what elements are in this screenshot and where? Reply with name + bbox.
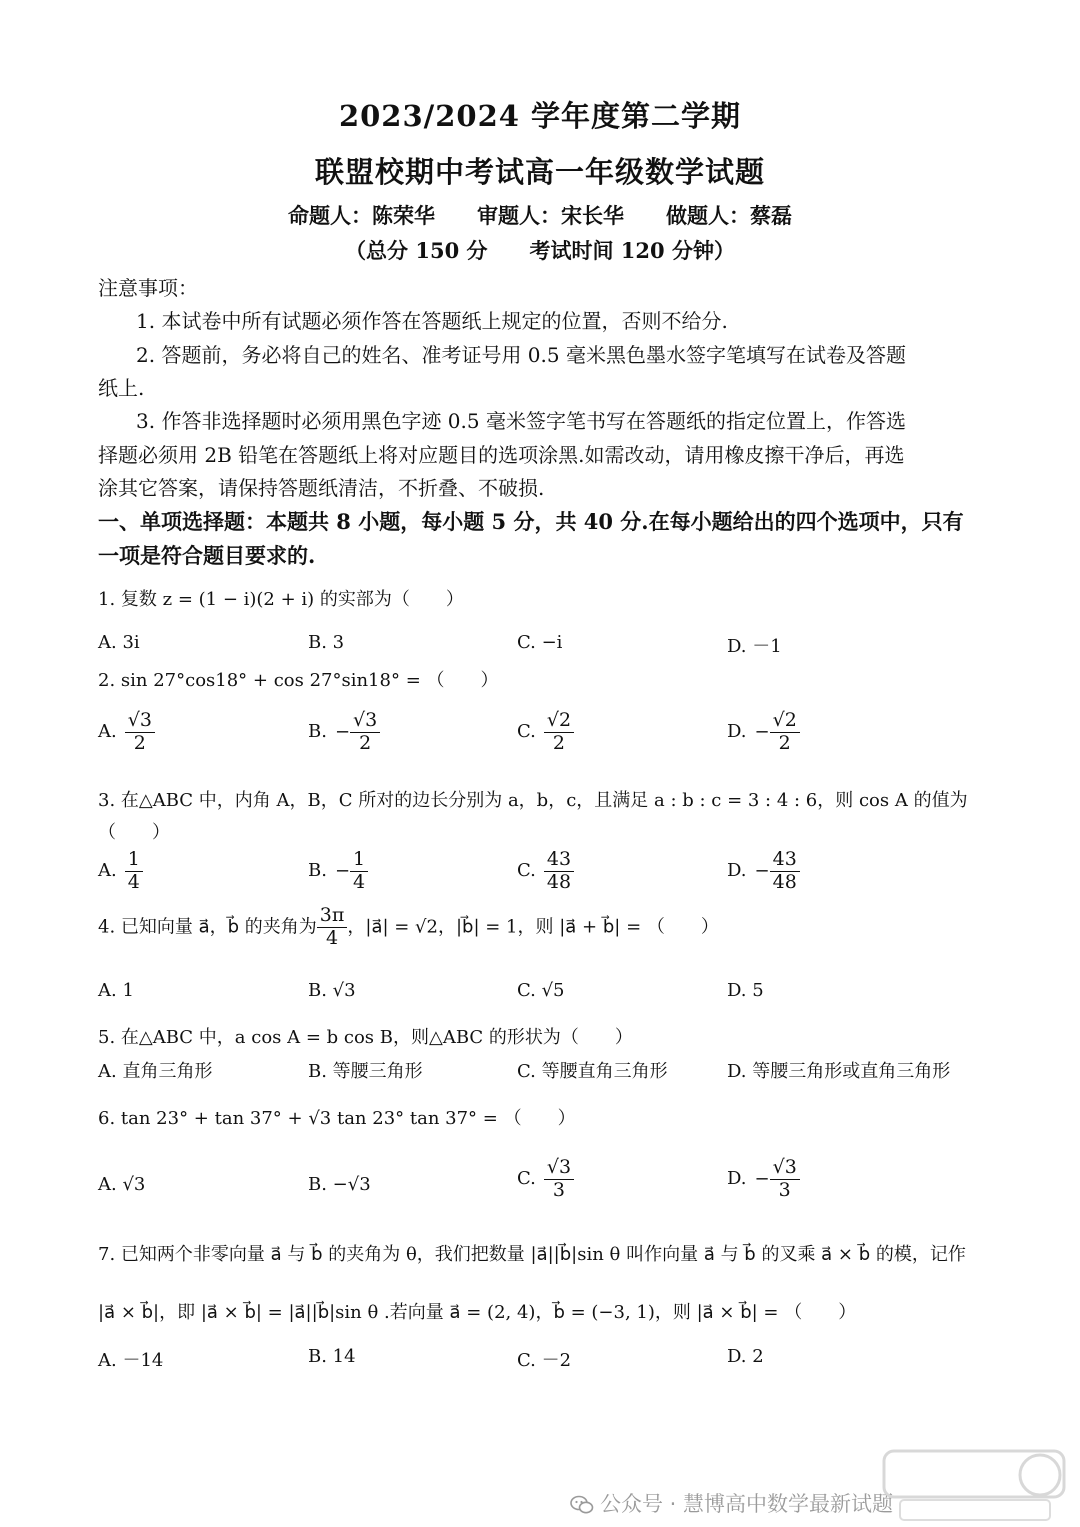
exam-authors: 命题人：陈荣华 审题人：宋长华 做题人：蔡磊 [288, 203, 792, 228]
watermark-text: 公众号 · 慧博高中数学最新试题 [600, 1492, 894, 1516]
q5-option-c: C. 等腰直角三角形 [517, 1061, 668, 1082]
q4-option-c: C. √5 [517, 980, 565, 1001]
q6-option-c-numerator: √3 [544, 1157, 574, 1180]
q3-option-a-denominator: 4 [127, 870, 140, 893]
exam-title-term: 2023/2024 学年度第二学期 [338, 99, 742, 133]
q2-option-b [308, 710, 380, 755]
q2-option-a-fraction [125, 710, 155, 755]
q3-option-d [727, 849, 800, 894]
q3-option-a-fraction [125, 849, 143, 894]
q1-option-c: C. −i [517, 632, 563, 653]
q3-option-b [308, 849, 368, 894]
q2-option-b-denominator: 2 [359, 731, 372, 754]
q2-option-d-sign: − [754, 721, 770, 743]
question-6: 6. tan 23° + tan 37° + √3 tan 23° tan 37° = （ ） [98, 1108, 576, 1129]
q3-option-a [98, 849, 143, 894]
q6-option-d-denominator: 3 [778, 1178, 791, 1201]
q4-option-a: A. 1 [98, 980, 134, 1001]
question-4 [98, 905, 719, 950]
q2-option-d-label: D. [727, 721, 747, 743]
q5-option-b: B. 等腰三角形 [308, 1061, 423, 1082]
q7-option-b: B. 14 [308, 1346, 356, 1367]
notice-item-3-line2: 择题必须用 2B 铅笔在答题纸上将对应题目的选项涂黑.如需改动，请用橡皮擦干净后，再选 [98, 443, 905, 467]
question-5: 5. 在△ABC 中，a cos A = b cos B，则△ABC 的形状为（ ） [98, 1027, 633, 1048]
q7-option-d: D. 2 [727, 1346, 764, 1367]
q3-option-a-label: A. [98, 860, 117, 882]
q5-option-a: A. 直角三角形 [98, 1061, 213, 1082]
q3-option-b-label: B. [308, 860, 327, 882]
question-3-line2: （ ） [98, 822, 170, 843]
q6-option-d-label: D. [727, 1168, 747, 1190]
q2-option-d-denominator: 2 [778, 731, 791, 754]
q3-option-c [517, 849, 574, 894]
q3-option-c-denominator: 48 [546, 870, 572, 893]
question-4-angle-numerator: 3π [317, 905, 348, 928]
q6-option-c-denominator: 3 [552, 1178, 565, 1201]
exam-score-time: （总分 150 分 考试时间 120 分钟） [345, 238, 735, 263]
q3-option-b-fraction [350, 849, 368, 894]
notice-item-2-line1: 2. 答题前，务必将自己的姓名、准考证号用 0.5 毫米黑色墨水签字笔填写在试卷及答题 [136, 343, 906, 367]
q6-option-d [727, 1157, 800, 1202]
q6-option-c-label: C. [517, 1168, 536, 1190]
q2-option-a-numerator: √3 [125, 710, 155, 733]
q3-option-b-denominator: 4 [353, 870, 366, 893]
q3-option-d-fraction [770, 849, 800, 894]
q7-option-c: C. －2 [517, 1350, 572, 1371]
q3-option-c-numerator: 43 [544, 849, 574, 872]
q7-option-a: A. －14 [98, 1350, 164, 1371]
q2-option-b-fraction [350, 710, 380, 755]
q3-option-c-label: C. [517, 860, 536, 882]
section1-heading-line1: 一、单项选择题：本题共 8 小题，每小题 5 分，共 40 分.在每小题给出的四个选项中，只有 [98, 509, 964, 534]
notice-heading: 注意事项： [98, 276, 198, 300]
question-4-angle-denominator: 4 [326, 926, 339, 949]
q2-option-b-numerator: √3 [350, 710, 380, 733]
question-4-angle-fraction [317, 905, 348, 950]
q3-option-b-sign: − [334, 860, 351, 882]
q2-option-c-label: C. [517, 721, 536, 743]
q2-option-c-denominator: 2 [552, 731, 565, 754]
q6-option-a: A. √3 [98, 1174, 146, 1195]
notice-item-1: 1. 本试卷中所有试题必须作答在答题纸上规定的位置，否则不给分. [136, 309, 728, 333]
answer-site-logo-icon [880, 1445, 1070, 1525]
q3-option-c-fraction [544, 849, 574, 894]
section1-heading-line2: 一项是符合题目要求的. [98, 543, 316, 568]
q3-option-d-sign: − [754, 860, 770, 882]
question-1: 1. 复数 z = (1 − i)(2 + i) 的实部为（ ） [98, 589, 464, 610]
wechat-icon [570, 1495, 594, 1515]
q2-option-a-denominator: 2 [133, 731, 146, 754]
q2-option-d [727, 710, 800, 755]
q2-option-a-label: A. [98, 721, 117, 743]
q3-option-a-numerator: 1 [125, 849, 143, 872]
q3-option-d-denominator: 48 [772, 870, 797, 893]
q2-option-d-numerator: √2 [770, 710, 800, 733]
q6-option-d-fraction [770, 1157, 800, 1202]
question-4-prefix: 4. 已知向量 a⃗，b⃗ 的夹角为 [98, 916, 317, 938]
q1-option-d: D. －1 [727, 636, 782, 657]
q3-option-d-label: D. [727, 860, 747, 882]
q2-option-b-sign: − [334, 721, 351, 743]
question-7-line2: |a⃗ × b⃗|，即 |a⃗ × b⃗| = |a⃗||b⃗|sin θ .若向量 a⃗ = (2, 4)，b⃗ = (−3, 1)，则 |a⃗ × b⃗| = （ ） [98, 1302, 857, 1323]
question-4-suffix: ，|a⃗| = √2，|b⃗| = 1，则 |a⃗ + b⃗| = （ ） [347, 916, 719, 938]
q5-option-d: D. 等腰三角形或直角三角形 [727, 1061, 951, 1082]
notice-item-3-line3: 涂其它答案，请保持答题纸清洁，不折叠、不破损. [98, 476, 545, 500]
q6-option-b: B. −√3 [308, 1174, 371, 1195]
q2-option-a [98, 710, 155, 755]
q2-option-b-label: B. [308, 721, 327, 743]
q4-option-d: D. 5 [727, 980, 764, 1001]
notice-item-3-line1: 3. 作答非选择题时必须用黑色字迹 0.5 毫米签字笔书写在答题纸的指定位置上，作答选 [136, 409, 906, 433]
exam-title-subject: 联盟校期中考试高一年级数学试题 [314, 155, 765, 189]
q1-option-a: A. 3i [98, 632, 140, 653]
q2-option-c-numerator: √2 [544, 710, 574, 733]
q6-option-c-fraction [544, 1157, 574, 1202]
q6-option-c [517, 1157, 574, 1202]
wechat-watermark [570, 1488, 893, 1518]
q1-option-b: B. 3 [308, 632, 345, 653]
question-2: 2. sin 27°cos18° + cos 27°sin18° = （ ） [98, 670, 499, 691]
notice-item-2-line2: 纸上. [98, 376, 145, 400]
q2-option-d-fraction [770, 710, 800, 755]
q6-option-d-numerator: √3 [770, 1157, 800, 1180]
q4-option-b: B. √3 [308, 980, 356, 1001]
q2-option-c-fraction [544, 710, 574, 755]
question-3-line1: 3. 在△ABC 中，内角 A，B，C 所对的边长分别为 a，b，c，且满足 a : b : c = 3 : 4 : 6，则 cos A 的值为 [98, 790, 968, 811]
q2-option-c [517, 710, 574, 755]
q3-option-b-numerator: 1 [350, 849, 368, 872]
question-7-line1: 7. 已知两个非零向量 a⃗ 与 b⃗ 的夹角为 θ，我们把数量 |a⃗||b⃗|sin θ 叫作向量 a⃗ 与 b⃗ 的叉乘 a⃗ × b⃗ 的模，记作 [98, 1244, 966, 1265]
q6-option-d-sign: − [754, 1168, 770, 1190]
q3-option-d-numerator: 43 [770, 849, 800, 872]
